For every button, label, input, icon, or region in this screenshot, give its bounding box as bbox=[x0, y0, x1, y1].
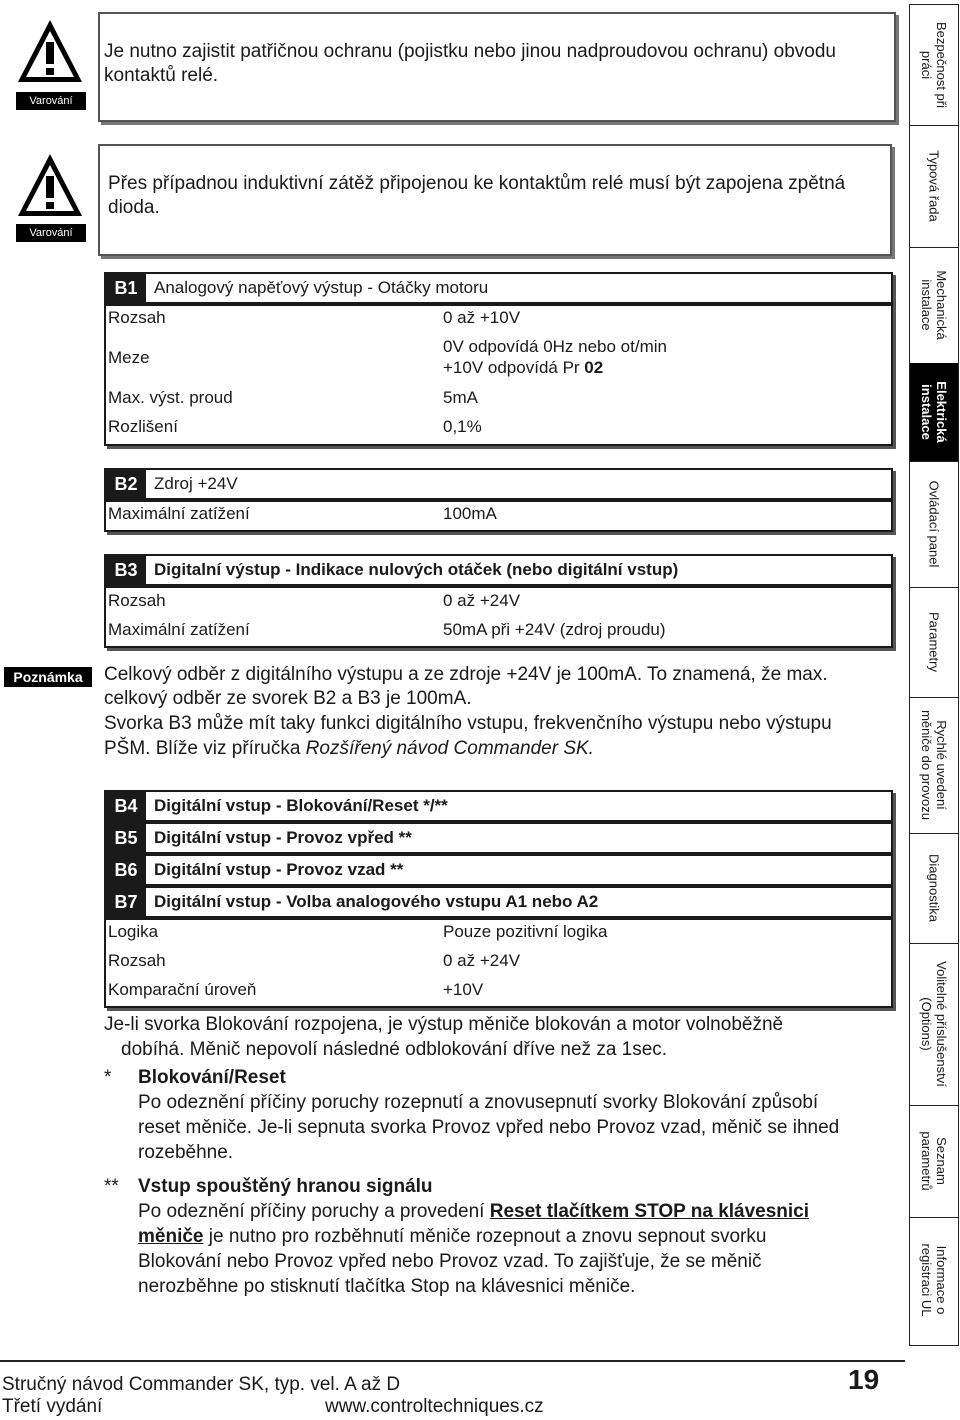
terminal-code: B3 bbox=[106, 556, 146, 584]
terminal-code: B5 bbox=[106, 824, 146, 852]
footnote-marker: * bbox=[104, 1067, 112, 1088]
footnote-title: Vstup spouštěný hranou signálu bbox=[138, 1176, 433, 1197]
sidebar-tab-mechanical[interactable] bbox=[910, 247, 958, 364]
sidebar-tab-label: Seznam parametrů bbox=[919, 1131, 949, 1191]
note-line: Svorka B3 může mít taky funkci digitálního vstupu, frekvenčního výstupu nebo výstupu bbox=[104, 713, 832, 734]
warning-label: Varování bbox=[16, 224, 86, 242]
sidebar-tab-label: Elektrická instalace bbox=[919, 381, 949, 443]
footnote-title: Blokování/Reset bbox=[138, 1067, 286, 1088]
terminal-code: B7 bbox=[106, 888, 146, 916]
table-header bbox=[104, 468, 893, 500]
sidebar-tab-label: Informace o registraci UL bbox=[919, 1243, 949, 1317]
table-header bbox=[104, 790, 893, 822]
row-value: 0V odpovídá 0Hz nebo ot/min bbox=[443, 337, 667, 356]
sidebar-tab-label: Ovládací panel bbox=[926, 480, 942, 568]
terminal-title: Zdroj +24V bbox=[154, 474, 238, 493]
warning-label: Varování bbox=[16, 92, 86, 110]
footnote-line: reset měniče. Je-li sepnuta svorka Provoz vpřed nebo Provoz vzad, měnič se ihned bbox=[138, 1117, 840, 1138]
sidebar-tab-diagnostics[interactable] bbox=[910, 833, 958, 944]
row-value: 0,1% bbox=[443, 417, 482, 436]
terminal-code: B4 bbox=[106, 792, 146, 820]
footer-rule bbox=[0, 1360, 905, 1362]
row-value-2: +10V odpovídá Pr 02 bbox=[443, 358, 604, 377]
footnote-line: nerozběhne po stisknutí tlačítka Stop na klávesnici měniče. bbox=[138, 1276, 636, 1297]
terminal-code: B2 bbox=[106, 470, 146, 498]
sidebar-tab-product-range[interactable] bbox=[910, 125, 958, 248]
footnote-marker: ** bbox=[104, 1176, 119, 1197]
terminal-title: Digitální vstup - Provoz vpřed ** bbox=[154, 828, 412, 847]
sidebar-tab-parameters[interactable] bbox=[910, 587, 958, 698]
sidebar-tab-label: Diagnostika bbox=[926, 854, 942, 922]
row-value: 0 až +24V bbox=[443, 591, 521, 610]
row-label: Rozsah bbox=[108, 308, 166, 327]
note-line: celkový odběr ze svorek B2 a B3 je 100mA. bbox=[104, 688, 472, 709]
paragraph-line: Je-li svorka Blokování rozpojena, je výstup měniče blokován a motor volnoběžně bbox=[104, 1014, 784, 1035]
row-value: 0 až +24V bbox=[443, 951, 521, 970]
chapter-sidebar bbox=[909, 4, 959, 1346]
row-label: Komparační úroveň bbox=[108, 980, 257, 999]
row-label: Logika bbox=[108, 922, 159, 941]
note-label: Poznámka bbox=[4, 667, 92, 687]
footnote-line: měniče je nutno pro rozběhnutí měniče rozepnout a znovu sepnout svorku bbox=[138, 1226, 767, 1247]
footer-url[interactable]: www.controltechniques.cz bbox=[325, 1396, 544, 1417]
sidebar-tab-label: Parametry bbox=[926, 612, 942, 672]
note-line: PŠM. Blíže viz příručka Rozšířený návod Commander SK. bbox=[104, 738, 594, 759]
warning-triangle-icon bbox=[14, 16, 86, 86]
row-value: Pouze pozitivní logika bbox=[443, 922, 608, 941]
sidebar-tab-keypad[interactable] bbox=[910, 461, 958, 588]
terminal-code: B6 bbox=[106, 856, 146, 884]
sidebar-tab-label: Mechanická instalace bbox=[919, 270, 949, 340]
row-label: Rozsah bbox=[108, 591, 166, 610]
terminal-title: Digitální vstup - Volba analogového vstupu A1 nebo A2 bbox=[154, 892, 599, 911]
table-header bbox=[104, 554, 893, 586]
terminal-title: Digitální vstup - Provoz vzad ** bbox=[154, 860, 404, 879]
row-label: Max. výst. proud bbox=[108, 388, 233, 407]
sidebar-tab-label: Volitelné příslušenství (Options) bbox=[919, 961, 949, 1087]
terminal-title: Analogový napěťový výstup - Otáčky motoru bbox=[154, 278, 489, 297]
paragraph-line: dobíhá. Měnič nepovolí následné odblokování dříve než za 1sec. bbox=[121, 1039, 668, 1060]
table-header bbox=[104, 272, 893, 304]
row-value: 0 až +10V bbox=[443, 308, 521, 327]
row-value: 5mA bbox=[443, 388, 478, 407]
footnote-line: Po odeznění příčiny poruchy a provedení Reset tlačítkem STOP na klávesnici bbox=[138, 1201, 810, 1222]
sidebar-tab-label: Rychlé uvedení měniče do provozu bbox=[919, 710, 949, 820]
footnote-line: Po odeznění příčiny poruchy rozepnutí a znovusepnutí svorky Blokování způsobí bbox=[138, 1092, 819, 1113]
row-value: +10V bbox=[443, 980, 484, 999]
sidebar-tab-electrical[interactable] bbox=[910, 363, 958, 462]
table-header bbox=[104, 822, 893, 854]
sidebar-tab-label: Bezpečnost při práci bbox=[919, 22, 949, 108]
row-label: Maximální zatížení bbox=[108, 504, 250, 523]
table-header bbox=[104, 854, 893, 886]
row-label: Rozlišení bbox=[108, 417, 178, 436]
sidebar-tab-options[interactable] bbox=[910, 943, 958, 1106]
footnote-line: Blokování nebo Provoz vpřed nebo Provoz vzad. To zajišťuje, že se měnič bbox=[138, 1251, 762, 1272]
sidebar-tab-ul-info[interactable] bbox=[910, 1217, 958, 1343]
sidebar-tab-label: Typová řada bbox=[926, 150, 942, 222]
footer-title: Stručný návod Commander SK, typ. vel. A až D bbox=[2, 1374, 401, 1395]
warning-text: Je nutno zajistit patřičnou ochranu (pojistku nebo jinou nadproudovou ochranu) obvodu kontaktů relé. bbox=[104, 41, 836, 86]
sidebar-tab-quick-start[interactable] bbox=[910, 697, 958, 834]
page-number: 19 bbox=[848, 1364, 880, 1395]
footer-edition: Třetí vydání bbox=[2, 1396, 103, 1417]
row-label: Meze bbox=[108, 348, 150, 367]
row-value: 100mA bbox=[443, 504, 497, 523]
terminal-code: B1 bbox=[106, 274, 146, 302]
row-value: 50mA při +24V (zdroj proudu) bbox=[443, 620, 666, 639]
sidebar-tab-safety[interactable] bbox=[910, 5, 958, 126]
warning-text: Přes případnou induktivní zátěž připojenou ke kontaktům relé musí být zapojena zpětná dioda. bbox=[108, 173, 846, 218]
terminal-title: Digitalní výstup - Indikace nulových otáček (nebo digitální vstup) bbox=[154, 560, 679, 579]
warning-triangle-icon bbox=[14, 150, 86, 220]
note-line: Celkový odběr z digitálního výstupu a ze zdroje +24V je 100mA. To znamená, že max. bbox=[104, 664, 828, 685]
footnote-line: rozeběhne. bbox=[138, 1142, 234, 1163]
terminal-title: Digitální vstup - Blokování/Reset */** bbox=[154, 796, 448, 815]
sidebar-tab-parameter-list[interactable] bbox=[910, 1105, 958, 1218]
table-header bbox=[104, 886, 893, 918]
row-label: Maximální zatížení bbox=[108, 620, 250, 639]
row-label: Rozsah bbox=[108, 951, 166, 970]
